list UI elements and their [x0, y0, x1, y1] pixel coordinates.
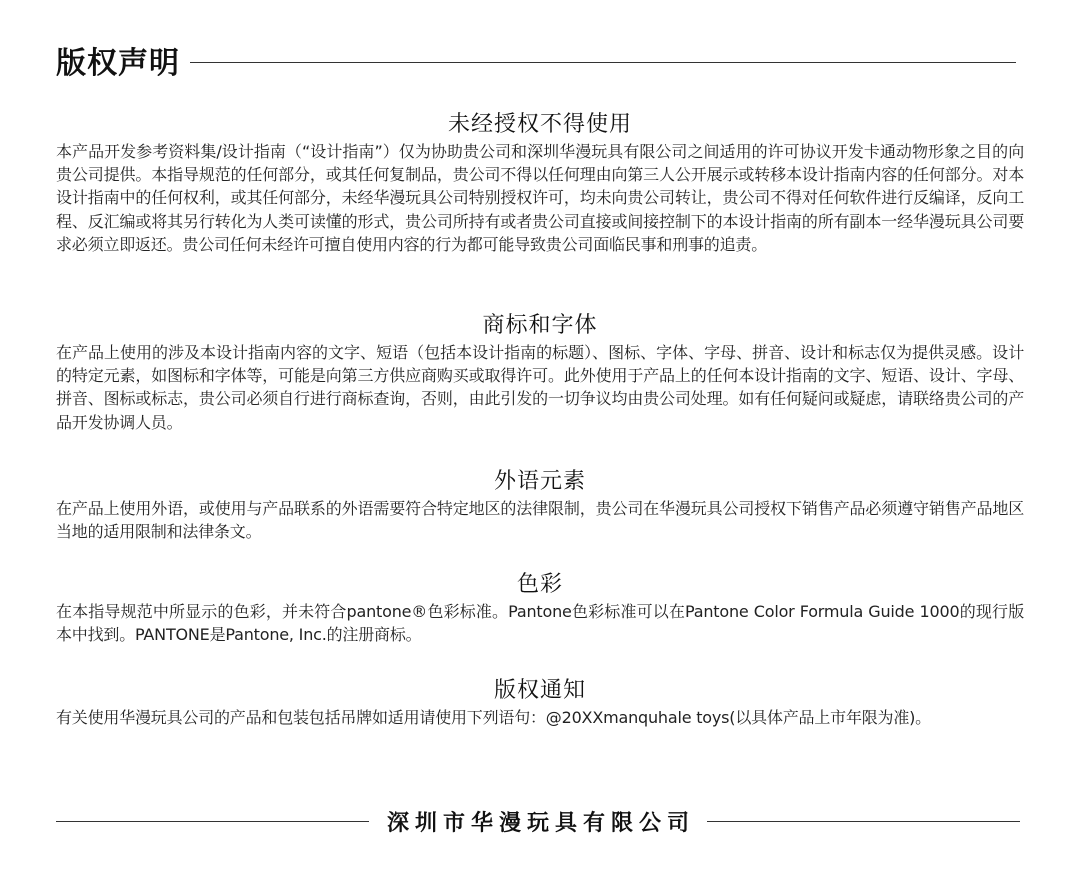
page-header [56, 36, 1016, 84]
section-heading: 色彩 [516, 572, 563, 597]
section-heading: 版权通知 [493, 678, 586, 703]
section-body: 在本指导规范中所显示的色彩，并未符合pantone®色彩标准。Pantone色彩标准可以在Pantone Color Formula Guide 1000的现行版本中找到。PANTONE是Pantone, Inc.的注册商标。 [56, 602, 1024, 645]
footer-divider-right [707, 821, 1020, 822]
page-title: 版权声明 [56, 46, 180, 81]
section-heading: 商标和字体 [482, 313, 598, 338]
section-unauthorized-use [56, 110, 1024, 256]
footer-divider-left [56, 821, 369, 822]
section-heading: 未经授权不得使用 [447, 112, 632, 137]
section-foreign-language [56, 467, 1024, 543]
header-divider [190, 62, 1016, 63]
section-colors [56, 570, 1024, 646]
footer [56, 803, 1020, 839]
section-heading: 外语元素 [493, 469, 586, 494]
section-body: 有关使用华漫玩具公司的产品和包装包括吊牌如适用请使用下列语句：@20XXmanquhale toys(以具体产品上市年限为准)。 [56, 708, 931, 727]
footer-company-name: 深圳市华漫玩具有限公司 [387, 810, 696, 836]
section-body: 本产品开发参考资料集/设计指南（“设计指南”）仅为协助贵公司和深圳华漫玩具有限公司之间适用的许可协议开发卡通动物形象之目的向贵公司提供。本指导规范的任何部分，或其任何复制品，贵公司不得以任何理由向第三人公开展示或转移本设计指南内容的任何部分。对本设计指南中的任何权利，或其任何部分，未经华漫玩具公司特别授权许可，均未向贵公司转让，贵公司不得对任何软件进行反编译，反向工程、反汇编或将其另行转化为人类可读懂的形式，贵公司所持有或者贵公司直接或间接控制下的本设计指南的所有副本一经华漫玩具公司要求必须立即返还。贵公司任何未经许可擅自使用内容的行为都可能导致贵公司面临民事和刑事的追责。 [56, 142, 1024, 254]
section-body: 在产品上使用的涉及本设计指南内容的文字、短语（包括本设计指南的标题）、图标、字体、字母、拼音、设计和标志仅为提供灵感。设计的特定元素，如图标和字体等，可能是向第三方供应商购买或取得许可。此外使用于产品上的任何本设计指南的文字、短语、设计、字母、拼音、图标或标志，贵公司必须自行进行商标查询，否则，由此引发的一切争议均由贵公司处理。如有任何疑问或疑虑，请联络贵公司的产品开发协调人员。 [56, 343, 1024, 432]
section-trademarks-fonts [56, 311, 1024, 434]
section-copyright-notice [56, 676, 1024, 729]
section-body: 在产品上使用外语，或使用与产品联系的外语需要符合特定地区的法律限制，贵公司在华漫玩具公司授权下销售产品必须遵守销售产品地区当地的适用限制和法律条文。 [56, 499, 1024, 542]
